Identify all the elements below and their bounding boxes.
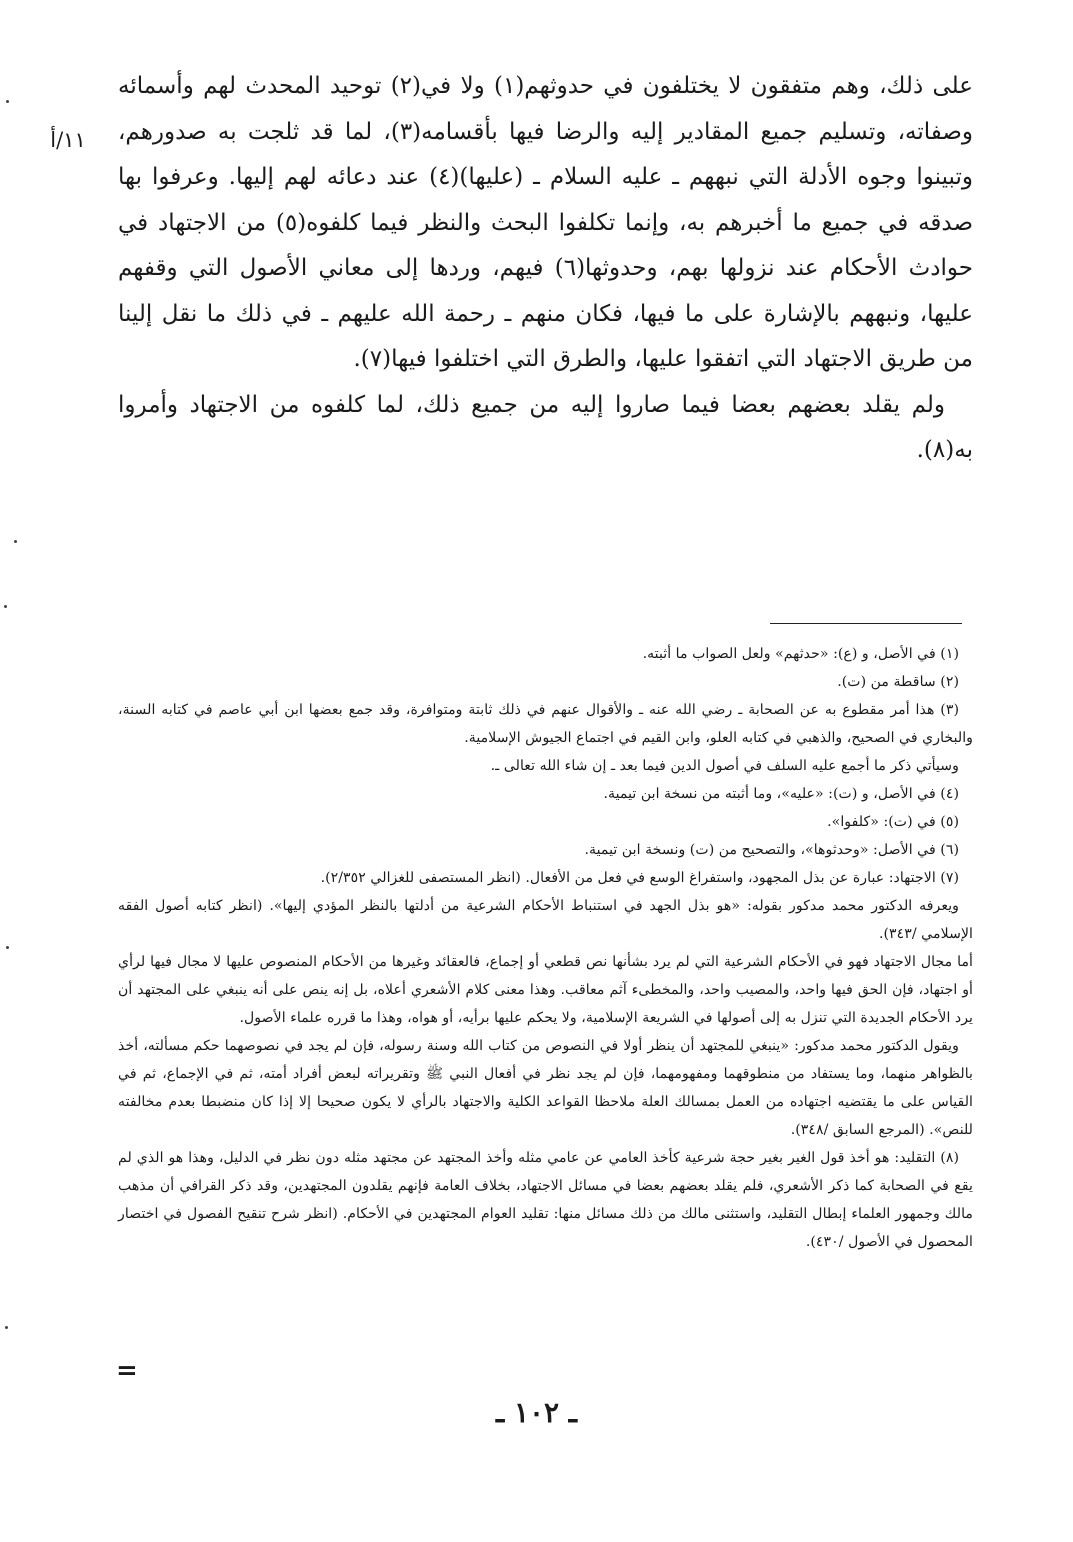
footnote: (٤) في الأصل، و (ت): «عليه»، وما أثبته من نسخة ابن تيمية. (603, 786, 959, 802)
footnote-separator (770, 623, 962, 624)
folio-margin-note: ١١/أ (50, 128, 86, 152)
main-paragraph: على ذلك، وهم متفقون لا يختلفون في حدوثهم(١) ولا في(٢) توحيد المحدث لهم وأسمائه وصفاته، وتسليم جميع المقادير إليه والرضا فيها بأقسامه(٣)، لما قد ثلجت به صدورهم، وتبينوا وجوه الأدلة التي نبههم ـ عليه السلام ـ (عليها)(٤) عند دعائه لهم إليها. وعرفوا بها صدقه في جميع ما أخبرهم به، وإنما تكلفوا البحث والنظر فيما كلفوه(٥) من الاجتهاد في حوادث الأحكام عند نزولها بهم، وحدوثها(٦) فيهم، وردها إلى معاني الأصول التي وقفهم عليها، ونبههم بالإشارة على ما فيها، فكان منهم ـ رحمة الله عليهم ـ في ذلك ما نقل إلينا من طريق الاجتهاد التي اتفقوا عليها، والطرق التي اختلفوا فيها(٧). (118, 73, 974, 372)
page-number: ـ ١٠٢ ـ (495, 1396, 578, 1429)
footnote: (١) في الأصل، و (ع): «حدثهم» ولعل الصواب ما أثبته. (642, 646, 959, 662)
scan-speck (6, 100, 9, 103)
footnotes-block (118, 640, 973, 1256)
main-paragraph: ولم يقلد بعضهم بعضا فيما صاروا إليه من جميع ذلك، لما كلفوه من الاجتهاد وأمروا به(٨). (118, 391, 973, 463)
footnote: (٣) هذا أمر مقطوع به عن الصحابة ـ رضي الله عنه ـ والأقوال عنهم في ذلك ثابتة ومتوافرة، وقد جمع بعضها ابن أبي عاصم في كتابه السنة، والبخاري في الصحيح، والذهبي في كتابه العلو، وابن القيم في اجتماع الجيوش الإسلامية. (118, 702, 973, 746)
footnote: (٧) الاجتهاد: عبارة عن بذل المجهود، واستفراغ الوسع في فعل من الأفعال. (انظر المستصفى للغزالي ٢/٣٥٢). (320, 870, 959, 886)
footnote: ويقول الدكتور محمد مدكور: «ينبغي للمجتهد أن ينظر أولا في النصوص من كتاب الله وسنة رسوله، فإن لم يجد في نصوصهما حكم مسألته، أخذ بالظواهر منهما، وما يستفاد من منطوقهما ومفهومهما، فإن لم يجد نظر في أفعال النبي ﷺ وتقريراته لبعض أفراد أمته، ثم في الإجماع، ثم في القياس على ما يقتضيه اجتهاده من العمل بمسالك العلة ملاحظا القواعد الكلية والاجتهاد بالرأي لا يكون صحيحا إلا إذا كان منضبطا بعدم مخالفته للنص». (المرجع السابق /٣٤٨). (118, 1038, 973, 1138)
footnote: ويعرفه الدكتور محمد مدكور بقوله: «هو بذل الجهد في استنباط الأحكام الشرعية من أدلتها بالنظر المؤدي إليها». (انظر كتابه أصول الفقه الإسلامي /٣٤٣). (118, 898, 973, 942)
scan-speck (5, 1326, 8, 1329)
footnote: (٨) التقليد: هو أخذ قول الغير بغير حجة شرعية كأخذ العامي عن عامي مثله وأخذ المجتهد عن مجتهد مثله دون نظر في الدليل، وهذا هو الذي لم يقع في الصحابة كما ذكر الأشعري، فلم يقلد بعضهم بعضا في مسائل الاجتهاد، بخلاف العامة فإنهم يقلدون المجتهدين، وقد ذكر القرافي أن مذهب مالك وجمهور العلماء إبطال التقليد، واستثنى مالك من ذلك مسائل منها: تقليد العوام المجتهدين في الأحكام. (انظر شرح تنقيح الفصول في اختصار المحصول في الأصول /٤٣٠). (118, 1150, 973, 1250)
scan-speck (4, 605, 7, 608)
footnote: وسيأتي ذكر ما أجمع عليه السلف في أصول الدين فيما بعد ـ إن شاء الله تعالى ـ. (490, 758, 959, 774)
footnote: (٦) في الأصل: «وحدثوها»، والتصحيح من (ت) ونسخة ابن تيمية. (584, 842, 959, 858)
footnote: (٢) ساقطة من (ت). (837, 674, 959, 690)
continuation-mark: = (116, 1356, 138, 1386)
scan-speck (6, 946, 9, 949)
footnote: أما مجال الاجتهاد فهو في الأحكام الشرعية التي لم يرد بشأنها نص قطعي أو إجماع، فالعقائد وغيرها من الأحكام المنصوص عليها لا مجال فيها لرأي أو اجتهاد، فإن الحق فيها واحد، والمصيب واحد، والمخطىء آثم معاقب. وهذا معنى كلام الأشعري أعلاه، بل إنه ينص على أنه ينبغي على المجتهد أن يرد الأحكام الجديدة التي تنزل به إلى أصولها في الشريعة الإسلامية، ولا يحكم عليها برأيه، أو هواه، وهذا ما قرره علماء الأصول. (118, 954, 973, 1026)
main-text-body (118, 64, 973, 474)
scan-speck (14, 540, 17, 543)
footnote: (٥) في (ت): «كلفوا». (827, 814, 959, 830)
